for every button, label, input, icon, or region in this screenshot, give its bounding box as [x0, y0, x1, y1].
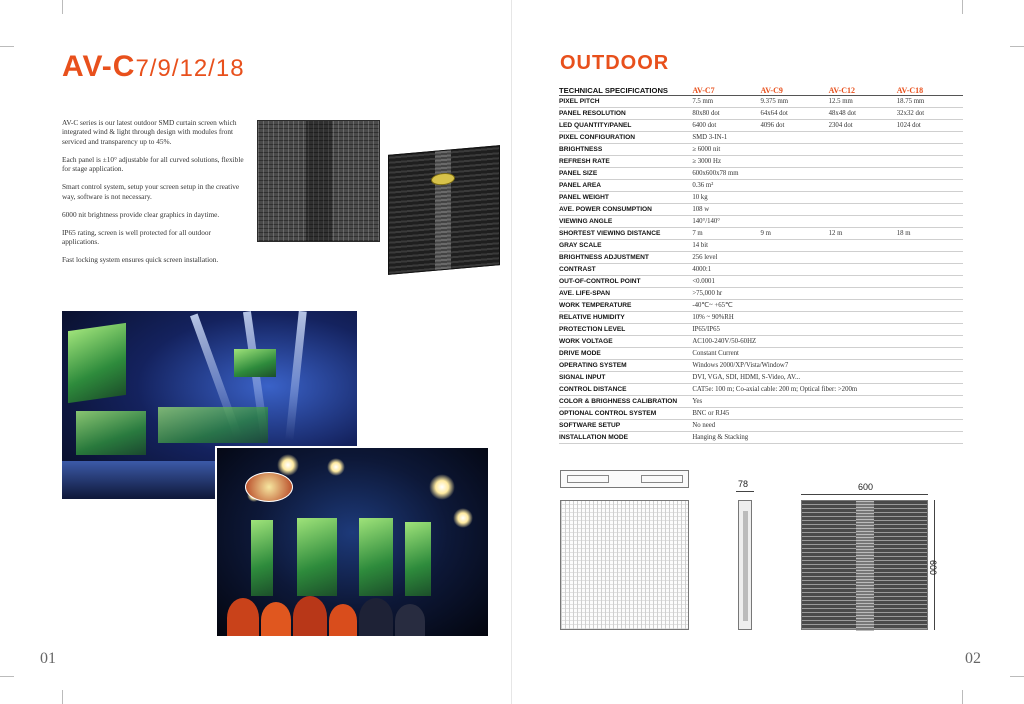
stage-photo-2: [215, 446, 490, 638]
model-column-header: AV-C18: [895, 80, 963, 95]
light-beam: [285, 311, 307, 441]
audience-member: [359, 598, 393, 638]
panel-side-view-drawing: [738, 500, 752, 630]
spec-value: 18 m: [895, 227, 963, 239]
spec-row: [559, 95, 963, 107]
spec-value: 9.375 mm: [758, 95, 826, 107]
spec-row: [559, 359, 963, 371]
led-screen: [359, 518, 393, 596]
spec-value: 64x64 dot: [758, 107, 826, 119]
spec-header-label: TECHNICAL SPECIFICATIONS: [559, 80, 690, 95]
spec-label: WORK VOLTAGE: [559, 335, 690, 347]
led-screen: [68, 323, 126, 403]
spec-row: [559, 167, 963, 179]
spec-value: 108 w: [690, 203, 963, 215]
spec-label: GRAY SCALE: [559, 239, 690, 251]
crop-mark: [1010, 676, 1024, 677]
panel-rear-view-drawing: [801, 500, 928, 630]
spec-label: PIXEL CONFIGURATION: [559, 131, 690, 143]
description-paragraph: IP65 rating, screen is well protected for all outdoor applications.: [62, 227, 211, 247]
product-title-variants: 7/9/12/18: [135, 55, 245, 82]
spec-value: -40℃~ +65℃: [690, 299, 963, 311]
spec-value: ≥ 6000 nit: [690, 143, 963, 155]
spotlight: [429, 474, 455, 500]
spotlight: [327, 458, 345, 476]
audience-member: [293, 596, 327, 638]
spec-label: INSTALLATION MODE: [559, 431, 690, 443]
spec-row: [559, 395, 963, 407]
spec-value: Windows 2000/XP/Vista/Window7: [690, 359, 963, 371]
description-paragraph: 6000 nit brightness provide clear graphics in daytime.: [62, 209, 220, 219]
spec-row: [559, 323, 963, 335]
spec-label: SIGNAL INPUT: [559, 371, 690, 383]
spec-label: PANEL WEIGHT: [559, 191, 690, 203]
spec-row: [559, 407, 963, 419]
spec-row: [559, 119, 963, 131]
spec-value: 7 m: [690, 227, 758, 239]
spec-label: CONTROL DISTANCE: [559, 383, 690, 395]
led-screen: [234, 349, 276, 377]
spec-value: 32x32 dot: [895, 107, 963, 119]
spec-row: [559, 131, 963, 143]
panel-front-view-drawing: [560, 500, 689, 630]
spec-label: COLOR & BRIGHNESS CALIBRATION: [559, 395, 690, 407]
spec-value: BNC or RJ45: [690, 407, 963, 419]
page-number: 01: [40, 650, 56, 667]
spec-value: 6400 dot: [690, 119, 758, 131]
spec-value: 12 m: [827, 227, 895, 239]
spec-value: CAT5e: 100 m; Co-axial cable: 200 m; Optical fiber: >200m: [690, 383, 963, 395]
led-screen: [405, 522, 431, 596]
spec-label: AVE. LIFE-SPAN: [559, 287, 690, 299]
model-column-header: AV-C7: [690, 80, 758, 95]
audience-member: [329, 604, 357, 638]
panel-front-photo: [257, 120, 380, 242]
spec-value: Yes: [690, 395, 963, 407]
audience-member: [261, 602, 291, 638]
panel-back-spine: [435, 150, 451, 269]
spotlight: [277, 454, 299, 476]
spec-row: [559, 419, 963, 431]
spec-label: SOFTWARE SETUP: [559, 419, 690, 431]
spec-value: Constant Current: [690, 347, 963, 359]
spec-value: AC100-240V/50-60HZ: [690, 335, 963, 347]
width-dimension-label: 600: [858, 482, 874, 492]
spec-value: SMD 3-IN-1: [690, 131, 963, 143]
spec-row: [559, 203, 963, 215]
panel-back-photo: [388, 145, 500, 275]
spec-row: [559, 251, 963, 263]
led-screen: [251, 520, 273, 596]
crop-mark: [0, 46, 14, 47]
spec-label: VIEWING ANGLE: [559, 215, 690, 227]
spec-label: SHORTEST VIEWING DISTANCE: [559, 227, 690, 239]
spotlight: [453, 508, 473, 528]
spec-value: 10 kg: [690, 191, 963, 203]
crop-mark: [0, 676, 14, 677]
description-paragraph: Each panel is ±10° adjustable for all curved solutions, flexible for stage application.: [62, 154, 244, 174]
spec-label: BRIGHTNESS ADJUSTMENT: [559, 251, 690, 263]
drawing-detail: [856, 501, 874, 631]
spec-label: RELATIVE HUMIDITY: [559, 311, 690, 323]
spec-value: 48x48 dot: [827, 107, 895, 119]
spec-value: No need: [690, 419, 963, 431]
spec-value: IP65/IP65: [690, 323, 963, 335]
led-screen: [297, 518, 337, 596]
spec-value: 0.36 m²: [690, 179, 963, 191]
spec-label: CONTRAST: [559, 263, 690, 275]
spec-label: PANEL AREA: [559, 179, 690, 191]
spec-value: ≥ 3000 Hz: [690, 155, 963, 167]
led-screen: [158, 407, 268, 443]
spec-value: 140°/140°: [690, 215, 963, 227]
spec-label: PIXEL PITCH: [559, 95, 690, 107]
spec-table: [559, 80, 963, 444]
drawing-detail: [743, 511, 748, 621]
height-dimension-label: 600: [928, 560, 938, 576]
spec-row: [559, 347, 963, 359]
spec-row: [559, 275, 963, 287]
spec-label: WORK TEMPERATURE: [559, 299, 690, 311]
spec-row: [559, 107, 963, 119]
model-column-header: AV-C9: [758, 80, 826, 95]
spec-value: <0.0001: [690, 275, 963, 287]
spec-row: [559, 287, 963, 299]
spec-value: 9 m: [758, 227, 826, 239]
dimension-line: [736, 491, 754, 492]
spec-label: DRIVE MODE: [559, 347, 690, 359]
spec-row: [559, 155, 963, 167]
dimension-line: [801, 494, 928, 495]
product-title-prefix: AV-C: [62, 50, 136, 83]
spec-value: 1024 dot: [895, 119, 963, 131]
spec-value: 12.5 mm: [827, 95, 895, 107]
event-logo-badge: [245, 472, 293, 502]
spec-value: 2304 dot: [827, 119, 895, 131]
spec-value: Hanging & Stacking: [690, 431, 963, 443]
drawing-detail: [641, 475, 683, 483]
spec-row: [559, 215, 963, 227]
product-description: [62, 118, 248, 273]
spec-row: [559, 371, 963, 383]
spec-label: LED QUANTITY/PANEL: [559, 119, 690, 131]
spec-row: [559, 431, 963, 443]
spec-row: [559, 227, 963, 239]
spec-value: 10% ~ 90%RH: [690, 311, 963, 323]
spec-row: [559, 383, 963, 395]
spec-value: 600x600x78 mm: [690, 167, 963, 179]
audience-member: [227, 598, 259, 638]
spec-row: [559, 263, 963, 275]
spec-label: OPERATING SYSTEM: [559, 359, 690, 371]
spec-row: [559, 311, 963, 323]
panel-center-bar: [306, 121, 332, 241]
description-paragraph: AV-C series is our latest outdoor SMD curtain screen which integrated wind & light through design with modules front serviced and transparency up to 45%.: [62, 118, 237, 146]
page-number: 02: [965, 650, 981, 667]
product-title: [62, 50, 245, 84]
crop-mark: [62, 690, 63, 704]
description-paragraph: Fast locking system ensures quick screen installation.: [62, 255, 219, 265]
spec-label: OPTIONAL CONTROL SYSTEM: [559, 407, 690, 419]
spec-value: 4000:1: [690, 263, 963, 275]
crop-mark: [962, 690, 963, 704]
spec-value: 80x80 dot: [690, 107, 758, 119]
spec-value: >75,000 hr: [690, 287, 963, 299]
led-screen: [76, 411, 146, 455]
depth-dimension-label: 78: [738, 479, 749, 489]
spec-row: [559, 335, 963, 347]
crop-mark: [62, 0, 63, 14]
spec-value: 18.75 mm: [895, 95, 963, 107]
spec-label: REFRESH RATE: [559, 155, 690, 167]
section-title: OUTDOOR: [560, 52, 670, 74]
spec-value: 4096 dot: [758, 119, 826, 131]
spec-row: [559, 299, 963, 311]
description-paragraph: Smart control system, setup your screen setup in the creative way, software is not necessary.: [62, 182, 240, 201]
spec-table-header: [559, 80, 963, 95]
audience-member: [395, 604, 425, 638]
spec-label: PANEL RESOLUTION: [559, 107, 690, 119]
crop-mark: [962, 0, 963, 14]
spec-label: PANEL SIZE: [559, 167, 690, 179]
spec-value: 256 level: [690, 251, 963, 263]
spec-row: [559, 143, 963, 155]
crop-mark: [1010, 46, 1024, 47]
spec-label: BRIGHTNESS: [559, 143, 690, 155]
spec-value: DVI, VGA, SDI, HDMI, S-Video, AV...: [690, 371, 963, 383]
spec-label: AVE. POWER CONSUMPTION: [559, 203, 690, 215]
spec-label: PROTECTION LEVEL: [559, 323, 690, 335]
spec-value: 7.5 mm: [690, 95, 758, 107]
spec-label: OUT-OF-CONTROL POINT: [559, 275, 690, 287]
spec-row: [559, 179, 963, 191]
panel-top-view-drawing: [560, 470, 689, 488]
drawing-detail: [567, 475, 609, 483]
spec-value: 14 bit: [690, 239, 963, 251]
spec-row: [559, 239, 963, 251]
spec-row: [559, 191, 963, 203]
model-column-header: AV-C12: [827, 80, 895, 95]
panel-logo-badge: [431, 172, 455, 186]
